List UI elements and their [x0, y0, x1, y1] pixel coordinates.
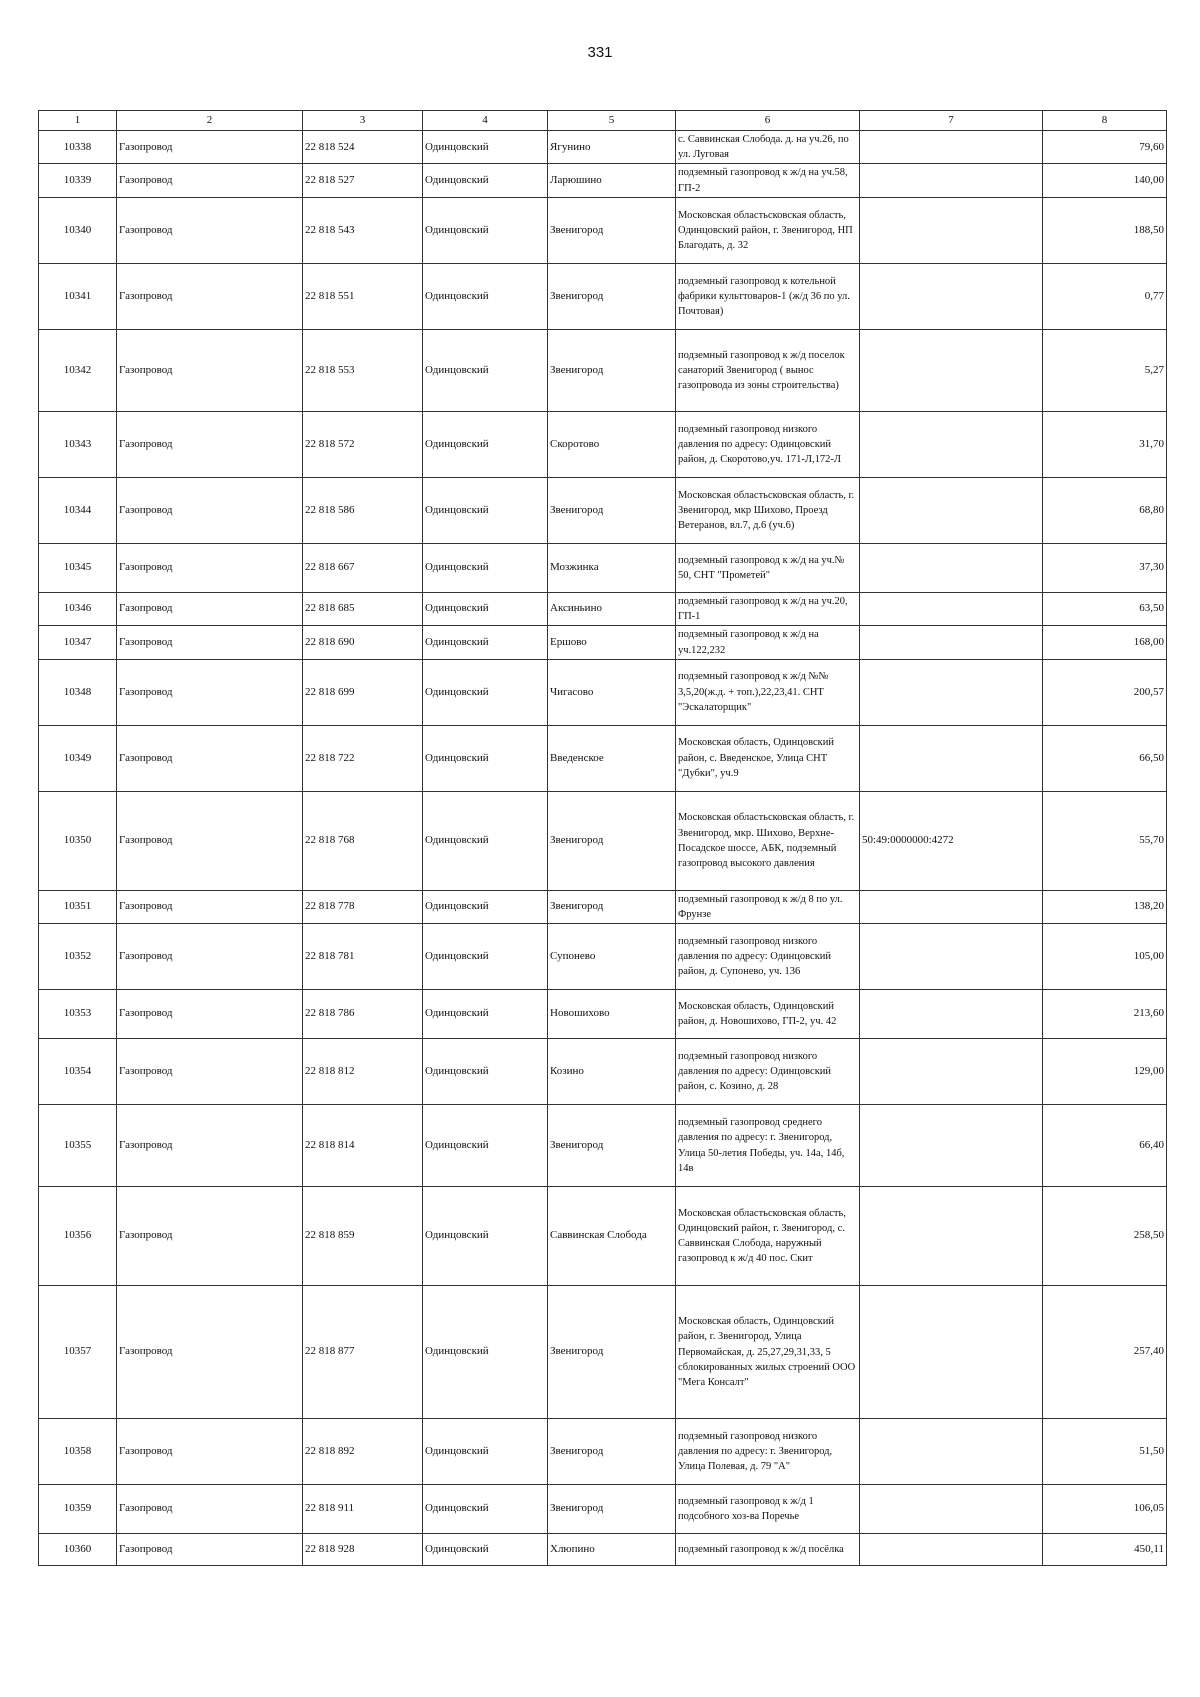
cadastral-number-cell — [860, 197, 1043, 263]
address-cell: подземный газопровод к ж/д 1 подсобного хоз-ва Поречье — [676, 1485, 860, 1534]
locality-cell: Звенигород — [548, 1485, 676, 1534]
locality-cell: Звенигород — [548, 1105, 676, 1187]
row-number-cell: 10345 — [39, 543, 117, 592]
object-name-cell: Газопровод — [117, 263, 303, 329]
object-name-cell: Газопровод — [117, 659, 303, 725]
object-name-cell: Газопровод — [117, 592, 303, 625]
cadastral-number-cell — [860, 592, 1043, 625]
table-row — [39, 924, 1167, 990]
row-number-cell: 10340 — [39, 197, 117, 263]
table-row — [39, 1534, 1167, 1566]
object-name-cell: Газопровод — [117, 1105, 303, 1187]
table-row — [39, 1286, 1167, 1419]
length-value-cell: 200,57 — [1043, 659, 1167, 725]
header-row — [39, 111, 1167, 131]
object-name-cell: Газопровод — [117, 1187, 303, 1286]
address-cell: подземный газопровод среднего давления по адресу: г. Звенигород, Улица 50-летия Победы, уч. 14а, 14б, 14в — [676, 1105, 860, 1187]
length-value-cell: 63,50 — [1043, 592, 1167, 625]
row-number-cell: 10347 — [39, 626, 117, 659]
object-code-cell: 22 818 586 — [303, 477, 423, 543]
address-cell: Московская область, Одинцовский район, д. Новошихово, ГП-2, уч. 42 — [676, 990, 860, 1039]
object-code-cell: 22 818 877 — [303, 1286, 423, 1419]
cadastral-number-cell — [860, 990, 1043, 1039]
table-row — [39, 890, 1167, 923]
district-cell: Одинцовский — [423, 791, 548, 890]
locality-cell: Звенигород — [548, 1419, 676, 1485]
row-number-cell: 10343 — [39, 411, 117, 477]
locality-cell: Чигасово — [548, 659, 676, 725]
object-name-cell: Газопровод — [117, 990, 303, 1039]
address-cell: подземный газопровод к ж/д №№ 3,5,20(ж.д. + топ.),22,23,41. СНТ "Эскалаторщик" — [676, 659, 860, 725]
object-name-cell: Газопровод — [117, 543, 303, 592]
address-cell: Московская область, Одинцовский район, с. Введенское, Улица СНТ "Дубки", уч.9 — [676, 725, 860, 791]
object-code-cell: 22 818 812 — [303, 1039, 423, 1105]
object-name-cell: Газопровод — [117, 890, 303, 923]
length-value-cell: 37,30 — [1043, 543, 1167, 592]
length-value-cell: 51,50 — [1043, 1419, 1167, 1485]
cadastral-number-cell — [860, 1419, 1043, 1485]
address-cell: подземный газопровод к ж/д на уч.№ 50, СНТ "Прометей" — [676, 543, 860, 592]
table-row — [39, 543, 1167, 592]
cadastral-number-cell — [860, 411, 1043, 477]
row-number-cell: 10354 — [39, 1039, 117, 1105]
district-cell: Одинцовский — [423, 1187, 548, 1286]
length-value-cell: 168,00 — [1043, 626, 1167, 659]
cadastral-number-cell — [860, 263, 1043, 329]
cadastral-number-cell — [860, 1534, 1043, 1566]
column-header-5: 5 — [548, 111, 676, 131]
object-code-cell: 22 818 722 — [303, 725, 423, 791]
object-name-cell: Газопровод — [117, 791, 303, 890]
cadastral-number-cell — [860, 924, 1043, 990]
locality-cell: Звенигород — [548, 791, 676, 890]
address-cell: Московская область, Одинцовский район, г. Звенигород, Улица Первомайская, д. 25,27,29,31,33, 5 сблокированных жилых строений ООО "Мега Консалт" — [676, 1286, 860, 1419]
table-row — [39, 791, 1167, 890]
table-row — [39, 626, 1167, 659]
length-value-cell: 188,50 — [1043, 197, 1167, 263]
address-cell: Московская областьсковская область, Одинцовский район, г. Звенигород, НП Благодать, д. 32 — [676, 197, 860, 263]
object-code-cell: 22 818 892 — [303, 1419, 423, 1485]
cadastral-number-cell — [860, 1187, 1043, 1286]
cadastral-number-cell — [860, 543, 1043, 592]
length-value-cell: 450,11 — [1043, 1534, 1167, 1566]
object-name-cell: Газопровод — [117, 1485, 303, 1534]
object-name-cell: Газопровод — [117, 725, 303, 791]
address-cell: подземный газопровод к котельной фабрики культтоваров-1 (ж/д 36 по ул. Почтовая) — [676, 263, 860, 329]
district-cell: Одинцовский — [423, 990, 548, 1039]
cadastral-number-cell — [860, 1105, 1043, 1187]
address-cell: подземный газопровод низкого давления по адресу: г. Звенигород, Улица Полевая, д. 79 "А" — [676, 1419, 860, 1485]
row-number-cell: 10353 — [39, 990, 117, 1039]
locality-cell: Звенигород — [548, 1286, 676, 1419]
registry-table — [38, 110, 1167, 1566]
cadastral-number-cell — [860, 329, 1043, 411]
object-name-cell: Газопровод — [117, 1286, 303, 1419]
row-number-cell: 10357 — [39, 1286, 117, 1419]
table-row — [39, 329, 1167, 411]
district-cell: Одинцовский — [423, 411, 548, 477]
district-cell: Одинцовский — [423, 329, 548, 411]
locality-cell: Мозжинка — [548, 543, 676, 592]
cadastral-number-cell: 50:49:0000000:4272 — [860, 791, 1043, 890]
row-number-cell: 10339 — [39, 164, 117, 197]
cadastral-number-cell — [860, 477, 1043, 543]
address-cell: подземный газопровод к ж/д 8 по ул. Фрунзе — [676, 890, 860, 923]
district-cell: Одинцовский — [423, 1485, 548, 1534]
object-code-cell: 22 818 768 — [303, 791, 423, 890]
object-code-cell: 22 818 685 — [303, 592, 423, 625]
object-code-cell: 22 818 786 — [303, 990, 423, 1039]
table-row — [39, 164, 1167, 197]
locality-cell: Аксиньино — [548, 592, 676, 625]
district-cell: Одинцовский — [423, 543, 548, 592]
locality-cell: Ершово — [548, 626, 676, 659]
length-value-cell: 66,50 — [1043, 725, 1167, 791]
row-number-cell: 10360 — [39, 1534, 117, 1566]
table-row — [39, 1187, 1167, 1286]
object-name-cell: Газопровод — [117, 1534, 303, 1566]
district-cell: Одинцовский — [423, 263, 548, 329]
table-body — [39, 131, 1167, 1566]
length-value-cell: 258,50 — [1043, 1187, 1167, 1286]
table-row — [39, 263, 1167, 329]
locality-cell: Звенигород — [548, 197, 676, 263]
district-cell: Одинцовский — [423, 477, 548, 543]
address-cell: подземный газопровод низкого давления по адресу: Одинцовский район, д. Скоротово,уч. 171-Л,172-Л — [676, 411, 860, 477]
address-cell: Московская областьсковская область, Одинцовский район, г. Звенигород, с. Саввинская Слобода, наружный газопровод к ж/д 40 пос. Скит — [676, 1187, 860, 1286]
locality-cell: Ягунино — [548, 131, 676, 164]
object-code-cell: 22 818 553 — [303, 329, 423, 411]
address-cell: подземный газопровод низкого давления по адресу: Одинцовский район, д. Супонево, уч. 136 — [676, 924, 860, 990]
cadastral-number-cell — [860, 131, 1043, 164]
object-name-cell: Газопровод — [117, 924, 303, 990]
district-cell: Одинцовский — [423, 626, 548, 659]
district-cell: Одинцовский — [423, 725, 548, 791]
object-name-cell: Газопровод — [117, 626, 303, 659]
column-header-2: 2 — [117, 111, 303, 131]
locality-cell: Введенское — [548, 725, 676, 791]
cadastral-number-cell — [860, 1039, 1043, 1105]
table-row — [39, 659, 1167, 725]
district-cell: Одинцовский — [423, 1286, 548, 1419]
cadastral-number-cell — [860, 1286, 1043, 1419]
address-cell: подземный газопровод к ж/д на уч.20, ГП-1 — [676, 592, 860, 625]
table-row — [39, 411, 1167, 477]
locality-cell: Звенигород — [548, 263, 676, 329]
column-header-4: 4 — [423, 111, 548, 131]
length-value-cell: 105,00 — [1043, 924, 1167, 990]
address-cell: подземный газопровод к ж/д поселок санаторий Звенигород ( вынос газопровода из зоны строительства) — [676, 329, 860, 411]
table-row — [39, 1039, 1167, 1105]
row-number-cell: 10349 — [39, 725, 117, 791]
object-code-cell: 22 818 551 — [303, 263, 423, 329]
object-code-cell: 22 818 690 — [303, 626, 423, 659]
length-value-cell: 68,80 — [1043, 477, 1167, 543]
object-code-cell: 22 818 543 — [303, 197, 423, 263]
row-number-cell: 10355 — [39, 1105, 117, 1187]
cadastral-number-cell — [860, 626, 1043, 659]
row-number-cell: 10338 — [39, 131, 117, 164]
locality-cell: Звенигород — [548, 477, 676, 543]
row-number-cell: 10350 — [39, 791, 117, 890]
locality-cell: Супонево — [548, 924, 676, 990]
address-cell: Московская областьсковская область, г. Звенигород, мкр Шихово, Проезд Ветеранов, вл.7, д.6 (уч.6) — [676, 477, 860, 543]
district-cell: Одинцовский — [423, 197, 548, 263]
object-code-cell: 22 818 778 — [303, 890, 423, 923]
length-value-cell: 79,60 — [1043, 131, 1167, 164]
object-code-cell: 22 818 859 — [303, 1187, 423, 1286]
district-cell: Одинцовский — [423, 164, 548, 197]
length-value-cell: 31,70 — [1043, 411, 1167, 477]
table-row — [39, 1419, 1167, 1485]
row-number-cell: 10351 — [39, 890, 117, 923]
table-row — [39, 592, 1167, 625]
length-value-cell: 213,60 — [1043, 990, 1167, 1039]
locality-cell: Козино — [548, 1039, 676, 1105]
object-name-cell: Газопровод — [117, 1039, 303, 1105]
row-number-cell: 10352 — [39, 924, 117, 990]
object-name-cell: Газопровод — [117, 477, 303, 543]
length-value-cell: 138,20 — [1043, 890, 1167, 923]
object-code-cell: 22 818 667 — [303, 543, 423, 592]
length-value-cell: 55,70 — [1043, 791, 1167, 890]
cadastral-number-cell — [860, 659, 1043, 725]
column-header-1: 1 — [39, 111, 117, 131]
length-value-cell: 129,00 — [1043, 1039, 1167, 1105]
page-number: 331 — [587, 44, 613, 61]
address-cell: подземный газопровод низкого давления по адресу: Одинцовский район, с. Козино, д. 28 — [676, 1039, 860, 1105]
object-name-cell: Газопровод — [117, 1419, 303, 1485]
cadastral-number-cell — [860, 725, 1043, 791]
table-row — [39, 1485, 1167, 1534]
district-cell: Одинцовский — [423, 131, 548, 164]
object-name-cell: Газопровод — [117, 164, 303, 197]
locality-cell: Скоротово — [548, 411, 676, 477]
locality-cell: Новошихово — [548, 990, 676, 1039]
locality-cell: Звенигород — [548, 890, 676, 923]
district-cell: Одинцовский — [423, 592, 548, 625]
district-cell: Одинцовский — [423, 659, 548, 725]
row-number-cell: 10342 — [39, 329, 117, 411]
district-cell: Одинцовский — [423, 890, 548, 923]
table-row — [39, 990, 1167, 1039]
column-header-7: 7 — [860, 111, 1043, 131]
cadastral-number-cell — [860, 890, 1043, 923]
address-cell: с. Саввинская Слобода. д. на уч.26, по ул. Луговая — [676, 131, 860, 164]
object-name-cell: Газопровод — [117, 131, 303, 164]
row-number-cell: 10344 — [39, 477, 117, 543]
length-value-cell: 5,27 — [1043, 329, 1167, 411]
object-code-cell: 22 818 928 — [303, 1534, 423, 1566]
object-name-cell: Газопровод — [117, 329, 303, 411]
column-header-3: 3 — [303, 111, 423, 131]
locality-cell: Звенигород — [548, 329, 676, 411]
locality-cell: Ларюшино — [548, 164, 676, 197]
table-row — [39, 197, 1167, 263]
length-value-cell: 140,00 — [1043, 164, 1167, 197]
row-number-cell: 10348 — [39, 659, 117, 725]
district-cell: Одинцовский — [423, 924, 548, 990]
object-code-cell: 22 818 814 — [303, 1105, 423, 1187]
object-code-cell: 22 818 699 — [303, 659, 423, 725]
object-code-cell: 22 818 527 — [303, 164, 423, 197]
length-value-cell: 66,40 — [1043, 1105, 1167, 1187]
address-cell: подземный газопровод к ж/д на уч.58, ГП-2 — [676, 164, 860, 197]
row-number-cell: 10341 — [39, 263, 117, 329]
column-header-8: 8 — [1043, 111, 1167, 131]
cadastral-number-cell — [860, 1485, 1043, 1534]
table-row — [39, 477, 1167, 543]
length-value-cell: 0,77 — [1043, 263, 1167, 329]
object-name-cell: Газопровод — [117, 197, 303, 263]
district-cell: Одинцовский — [423, 1039, 548, 1105]
object-code-cell: 22 818 524 — [303, 131, 423, 164]
object-name-cell: Газопровод — [117, 411, 303, 477]
district-cell: Одинцовский — [423, 1105, 548, 1187]
table-row — [39, 725, 1167, 791]
cadastral-number-cell — [860, 164, 1043, 197]
district-cell: Одинцовский — [423, 1534, 548, 1566]
table-row — [39, 1105, 1167, 1187]
locality-cell: Саввинская Слобода — [548, 1187, 676, 1286]
locality-cell: Хлюпино — [548, 1534, 676, 1566]
district-cell: Одинцовский — [423, 1419, 548, 1485]
row-number-cell: 10346 — [39, 592, 117, 625]
row-number-cell: 10359 — [39, 1485, 117, 1534]
column-header-6: 6 — [676, 111, 860, 131]
address-cell: Московская областьсковская область, г. Звенигород, мкр. Шихово, Верхне-Посадское шоссе, АБК, подземный газопровод высокого давления — [676, 791, 860, 890]
length-value-cell: 106,05 — [1043, 1485, 1167, 1534]
length-value-cell: 257,40 — [1043, 1286, 1167, 1419]
row-number-cell: 10356 — [39, 1187, 117, 1286]
address-cell: подземный газопровод к ж/д посёлка — [676, 1534, 860, 1566]
address-cell: подземный газопровод к ж/д на уч.122,232 — [676, 626, 860, 659]
table-header — [39, 111, 1167, 131]
object-code-cell: 22 818 781 — [303, 924, 423, 990]
row-number-cell: 10358 — [39, 1419, 117, 1485]
object-code-cell: 22 818 911 — [303, 1485, 423, 1534]
object-code-cell: 22 818 572 — [303, 411, 423, 477]
table-row — [39, 131, 1167, 164]
